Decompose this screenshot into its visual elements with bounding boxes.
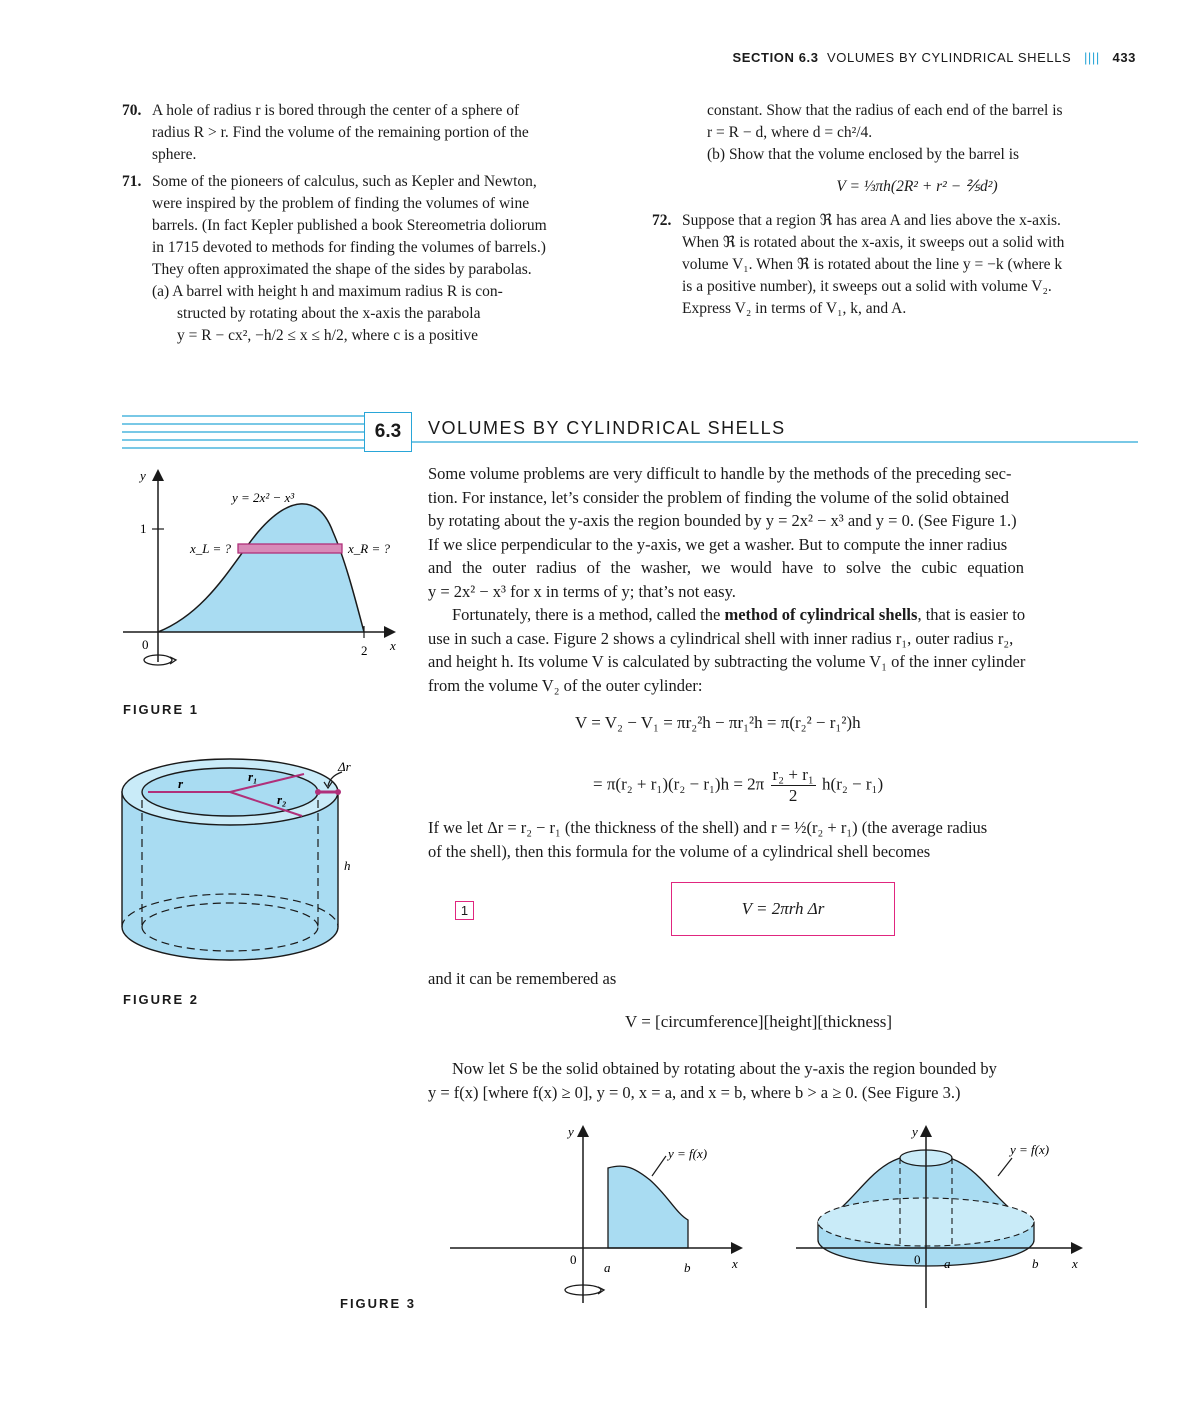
exercises-right: constant. Show that the radius of each end of the barrel is r = R − d, where d = ch²/4. (b) Show that the volume enclosed by the barrel is V = ⅓πh(2R² + r² − ⅖d²) 72. Suppose that a region ℜ has area A and lies above the x-axis. When ℜ is rotated about the x-axis, it sweeps out a solid with volume V₁. When ℜ is rotated about the line y = −k (where k is a positive number), it sweeps out a solid with volume V₂. Express V₂ in terms of V₁, k, and A. — [652, 100, 1142, 320]
body-text-4: Now let S be the solid obtained by rotating about the y-axis the region bounded by y = f(x) [where f(x) ≥ 0], y = 0, x = a, and x = b, where b > a ≥ 0. (See Figure 3.) — [428, 1059, 997, 1102]
figure-1-graph — [118, 462, 408, 682]
section-number-box: 6.3 — [364, 412, 412, 452]
exercise-71: 71. Some of the pioneers of calculus, such as Kepler and Newton, were inspired by the problem of finding the volumes of wine barrels. (In fact Kepler published a book Stereometria doliorum in 1715 devoted to methods for finding the volumes of barrels.) They often approximated the shape of the sides by parabolas. (a) A barrel with height h and maximum radius R is con- structed by rotating about the x-axis the parabola y = R − cx², −h/2 ≤ x ≤ h/2, where c is a positive — [122, 173, 547, 344]
equation-number: 1 — [455, 901, 474, 920]
boxed-formula: V = 2πrh Δr — [671, 882, 895, 936]
header-title: VOLUMES BY CYLINDRICAL SHELLS — [827, 50, 1072, 65]
fig3-curve-label-right: y = f(x) — [1010, 1142, 1050, 1157]
equation-shell-volume-2: = π(r₂ + r₁)(r₂ − r₁)h = 2π $\frac{\text{r₂ + r₁}}{2}$ h(r₂ − r₁) — [593, 765, 884, 805]
fig3-x-axis-left: x — [732, 1256, 738, 1271]
figure-2-cylinder — [112, 752, 372, 977]
barrel-volume-formula: V = ⅓πh(2R² + r² − ⅖d²) — [836, 178, 998, 195]
exercises-left — [122, 100, 612, 347]
fig3-x-axis-right: x — [1072, 1256, 1078, 1271]
figure-1-caption: FIGURE 1 — [123, 702, 199, 717]
fig3-a-right: a — [944, 1256, 951, 1271]
fig2-r-label: r — [178, 776, 184, 791]
equation-mnemonic: V = [circumference][height][thickness] — [625, 1012, 892, 1031]
fig3-curve-label-left: y = f(x) — [668, 1146, 708, 1161]
figure-3-caption: FIGURE 3 — [340, 1296, 416, 1311]
header-section: SECTION 6.3 — [732, 50, 819, 65]
fig1-tick-2: 2 — [361, 643, 368, 658]
fig1-xr-label: x_R = ? — [348, 541, 390, 556]
fig3-a-left: a — [604, 1260, 611, 1275]
fig1-curve-label: y = 2x² − x³ — [232, 490, 295, 505]
fig3-y-axis-left: y — [568, 1124, 574, 1139]
fig3-origin-left: 0 — [570, 1252, 577, 1267]
fig3-b-left: b — [684, 1260, 691, 1275]
fig2-dr-label: Δr — [338, 759, 351, 774]
key-term: method of cylindrical shells — [724, 605, 918, 624]
fig3-b-right: b — [1032, 1256, 1039, 1271]
fig1-xl-label: x_L = ? — [190, 541, 232, 556]
exercise-70: 70. A hole of radius r is bored through the center of a sphere of radius R > r. Find the volume of the remaining portion of the sphere. — [122, 102, 529, 163]
fig3-origin-right: 0 — [914, 1252, 921, 1267]
fig1-slice — [238, 544, 342, 553]
body-text-3: and it can be remembered as — [428, 969, 617, 988]
section-title: VOLUMES BY CYLINDRICAL SHELLS — [428, 418, 786, 438]
running-header — [600, 50, 1136, 65]
fig3-region — [608, 1166, 688, 1248]
fig1-origin: 0 — [142, 637, 149, 652]
equation-shell-volume-1: V = V₂ − V₁ = πr₂²h − πr₁²h = π(r₂² − r₁²)h — [575, 713, 861, 732]
figure-2-caption: FIGURE 2 — [123, 992, 199, 1007]
exercise-72: 72. Suppose that a region ℜ has area A and lies above the x-axis. When ℜ is rotated about the x-axis, it sweeps out a solid with volume V₁. When ℜ is rotated about the line y = −k (where k is a positive number), it sweeps out a solid with volume V₂. Express V₂ in terms of V₁, k, and A. — [652, 212, 1065, 317]
fig1-x-axis: x — [390, 638, 396, 653]
fig2-r1-label: r₁ — [248, 769, 258, 784]
fig2-h-label: h — [344, 858, 351, 873]
page-number: 433 — [1112, 50, 1136, 65]
body-text-2: If we let Δr = r₂ − r₁ (the thickness of the shell) and r = ½(r₂ + r₁) (the average radius of the shell), then this formula for the volume of a cylindrical shell becomes — [428, 818, 988, 861]
fig1-y-axis: y — [140, 468, 146, 483]
fig1-tick-1: 1 — [140, 521, 147, 536]
body-text: Some volume problems are very difficult to handle by the methods of the preceding sec- tion. For instance, let’s consider the problem of finding the volume of the solid obtained by rotating about the y-axis the region bounded by y = 2x² − x³ and y = 0. (See Figure 1.) If we slice perpendicular to the y-axis, we get a washer. But to compute the inner radius and the outer radius of the washer, we would have to solve the cubic equation y = 2x² − x³ for x in terms of y; that’s not easy. Fortunately, there is a method, called the method of cylindrical shells, that is easier to use in such a case. Figure 2 shows a cylindrical shell with inner radius r₁, outer radius r₂, and height h. Its volume V is calculated by subtracting the volume V₁ of the inner cylinder from the volume V₂ of the outer cylinder: — [428, 464, 1026, 695]
fig1-region — [158, 504, 364, 632]
fig2-r2-label: r₂ — [277, 792, 287, 807]
fig3-y-axis-right: y — [912, 1124, 918, 1139]
figure-3-graphs — [440, 1118, 1100, 1318]
header-bars: |||| — [1083, 50, 1100, 65]
